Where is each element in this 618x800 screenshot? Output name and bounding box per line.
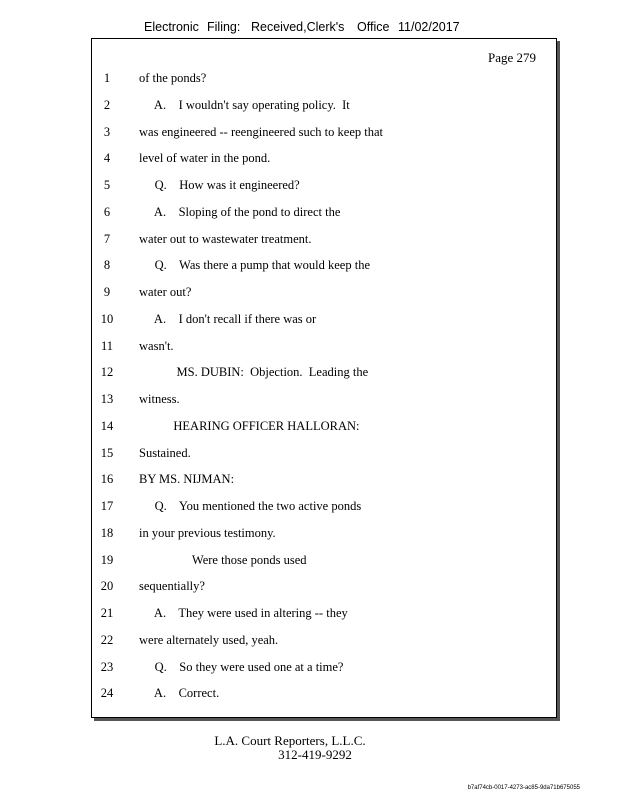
line-number: 16 <box>100 472 114 487</box>
line-number: 1 <box>103 71 111 85</box>
line-number: 6 <box>103 204 111 219</box>
line-text: Q. Was there a pump that would keep the <box>139 258 370 273</box>
filing-header <box>0 20 618 38</box>
line-text: Q. So they were used one at a time? <box>139 659 344 674</box>
line-number: 10 <box>100 311 114 326</box>
line-number: 23 <box>100 659 114 674</box>
document-id: b7af74cb-0017-4273-ac85-9da71b675055 <box>467 785 580 791</box>
line-text: were alternately used, yeah. <box>139 632 279 647</box>
transcript-line <box>92 258 556 276</box>
page-number: Page 279 <box>487 50 536 65</box>
header-office: Office <box>357 20 390 34</box>
line-number: 9 <box>103 285 111 299</box>
line-text: HEARING OFFICER HALLORAN: <box>139 418 360 433</box>
line-number: 19 <box>100 552 114 567</box>
transcript-line <box>92 205 556 223</box>
line-text: Q. How was it engineered? <box>139 178 300 192</box>
transcript-line <box>92 312 556 330</box>
line-text: water out? <box>139 285 192 299</box>
line-number: 3 <box>103 124 111 139</box>
line-text: Were those ponds used <box>139 552 307 567</box>
line-text: Sustained. <box>139 445 191 460</box>
line-text: MS. DUBIN: Objection. Leading the <box>139 365 369 380</box>
transcript-line <box>92 98 556 116</box>
line-text: Q. You mentioned the two active ponds <box>139 499 362 513</box>
line-number: 17 <box>100 499 114 513</box>
line-text: A. Sloping of the pond to direct the <box>139 204 341 219</box>
transcript-line <box>92 633 556 651</box>
transcript-page <box>91 38 557 718</box>
line-number: 21 <box>100 606 114 620</box>
transcript-line <box>92 151 556 169</box>
line-text: in your previous testimony. <box>139 525 276 540</box>
transcript-line <box>92 446 556 464</box>
line-number: 24 <box>100 686 114 701</box>
transcript-line <box>92 499 556 517</box>
transcript-line <box>92 392 556 410</box>
header-filing: Filing: <box>207 20 241 34</box>
transcript-line <box>92 553 556 571</box>
line-number: 13 <box>100 392 114 406</box>
line-text: A. I wouldn't say operating policy. It <box>139 97 350 112</box>
transcript-line <box>92 125 556 143</box>
transcript-line <box>92 232 556 250</box>
line-number: 7 <box>103 231 111 246</box>
line-text: wasn't. <box>139 338 174 353</box>
header-received-clerk: Received,Clerk's <box>251 20 345 34</box>
line-text: BY MS. NIJMAN: <box>139 472 235 487</box>
line-number: 15 <box>100 445 114 460</box>
transcript-line <box>92 606 556 624</box>
line-text: A. I don't recall if there was or <box>139 311 317 326</box>
line-number: 14 <box>100 418 114 433</box>
header-date: 11/02/2017 <box>398 20 460 34</box>
footer-company: L.A. Court Reporters, L.L.C. <box>214 733 366 748</box>
line-text: witness. <box>139 392 180 406</box>
transcript-line <box>92 472 556 490</box>
line-text: was engineered -- reengineered such to keep that <box>139 124 383 139</box>
line-text: water out to wastewater treatment. <box>139 231 312 246</box>
transcript-line <box>92 339 556 357</box>
transcript-line <box>92 285 556 303</box>
transcript-line <box>92 71 556 89</box>
header-electronic: Electronic <box>144 20 199 34</box>
transcript-line <box>92 526 556 544</box>
transcript-line <box>92 579 556 597</box>
line-number: 8 <box>103 258 111 273</box>
line-number: 4 <box>103 151 111 166</box>
line-number: 11 <box>100 338 114 353</box>
line-text: sequentially? <box>139 579 205 594</box>
transcript-line <box>92 365 556 383</box>
line-number: 5 <box>103 178 111 192</box>
line-text: of the ponds? <box>139 71 207 85</box>
line-number: 2 <box>103 97 111 112</box>
transcript-line <box>92 686 556 704</box>
transcript-line <box>92 660 556 678</box>
transcript-line <box>92 178 556 196</box>
line-text: A. Correct. <box>139 686 220 701</box>
line-text: level of water in the pond. <box>139 151 271 166</box>
line-number: 18 <box>100 525 114 540</box>
footer-phone: 312-419-9292 <box>278 747 352 762</box>
line-text: A. They were used in altering -- they <box>139 606 348 620</box>
line-number: 22 <box>100 632 114 647</box>
line-number: 12 <box>100 365 114 380</box>
transcript-line <box>92 419 556 437</box>
line-number: 20 <box>100 579 114 594</box>
